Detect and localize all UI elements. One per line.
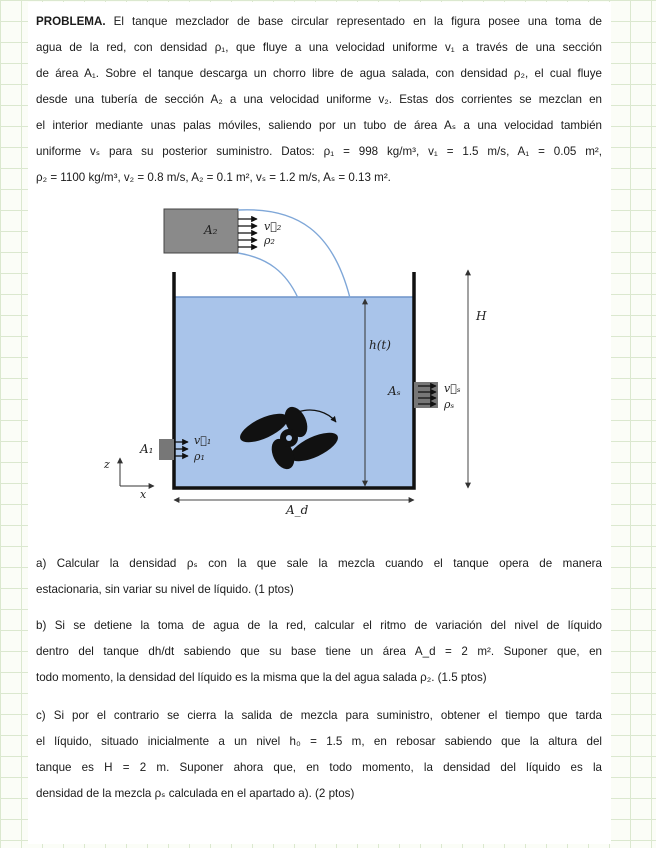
- intro-line: de área A₁. Sobre el tanque descarga un chorro libre de agua salada, con densidad ρ₂, el cual fluye: [36, 67, 602, 80]
- ad-label: A_d: [286, 503, 309, 517]
- question-line: estacionaria, sin variar su nivel de líquido. (1 ptos): [36, 583, 294, 596]
- x-axis-label: x: [140, 488, 147, 501]
- question-line: dentro del tanque dh/dt sabiendo que su base tiene un área A_d = 2 m². Suponer que, en: [36, 645, 602, 658]
- jet-upper-boundary: [238, 210, 350, 298]
- z-axis-label: z: [104, 458, 110, 471]
- mixing-tank-figure: [28, 2, 611, 542]
- question-b: [36, 613, 602, 691]
- intro-line: el interior mediante unas palas móviles, saliendo por un tubo de área Aₛ a una velocidad también: [36, 119, 602, 132]
- rho2-label: ρ₂: [264, 234, 275, 247]
- question-line: todo momento, la densidad del líquido es la misma que la del agua salada ρ₂. (1.5 ptos): [36, 671, 487, 684]
- H-label: H: [476, 309, 487, 323]
- question-c: [36, 703, 602, 807]
- jet-arrows: [238, 219, 257, 247]
- intro-line: agua de la red, con densidad ρ₁, que fluye a una velocidad uniforme v₁ a través de una sección: [36, 41, 602, 54]
- rhos-label: ρₛ: [444, 398, 455, 411]
- question-line: tanque es H = 2 m. Suponer ahora que, en todo momento, la densidad del líquido es la: [36, 761, 602, 774]
- inlet-pipe-a1: [159, 439, 174, 460]
- question-a: [36, 551, 602, 603]
- a2-label: A₂: [204, 223, 218, 237]
- question-line: b) Si se detiene la toma de agua de la red, calcular el ritmo de variación del nivel de líquido: [36, 619, 602, 632]
- question-line: densidad de la mezcla ρₛ calculada en el apartado a). (2 ptos): [36, 787, 355, 800]
- exam-sheet: [28, 2, 611, 844]
- intro-line: ρ₂ = 1100 kg/m³, v₂ = 0.8 m/s, A₂ = 0.1 m², vₛ = 1.2 m/s, Aₛ = 0.13 m².: [36, 171, 391, 184]
- jet-lower-boundary: [238, 253, 298, 298]
- vs-label: v⃗ₛ: [444, 382, 461, 395]
- intro-line: PROBLEMA. El tanque mezclador de base circular representado en la figura posee una toma de: [36, 15, 602, 28]
- v1-label: v⃗₁: [194, 434, 212, 447]
- problem-heading: PROBLEMA.: [36, 15, 106, 28]
- question-line: c) Si por el contrario se cierra la salida de mezcla para suministro, obtener el tiempo que tarda: [36, 709, 602, 722]
- rho1-label: ρ₁: [194, 450, 205, 463]
- intro-line: uniforme vₛ para su posterior suministro. Datos: ρ₁ = 998 kg/m³, v₁ = 1.5 m/s, A₁ = 0.05 m²,: [36, 145, 602, 158]
- a1-label: A₁: [140, 442, 154, 456]
- as-label: Aₛ: [388, 384, 401, 398]
- intro-line: desde una tubería de sección A₂ a una velocidad uniforme v₂. Estas dos corrientes se mezclan en: [36, 93, 602, 106]
- v2-label: v⃗₂: [264, 220, 282, 233]
- supply-pipe-a2: [164, 209, 238, 253]
- question-line: el líquido, situado inicialmente a un nivel h₀ = 1.5 m, en rebosar sabiendo que la altura del: [36, 735, 602, 748]
- mixer-hub: [286, 435, 292, 441]
- h-label: h(t): [369, 338, 391, 352]
- question-line: a) Calcular la densidad ρₛ con la que sale la mezcla cuando el tanque opera de manera: [36, 557, 602, 570]
